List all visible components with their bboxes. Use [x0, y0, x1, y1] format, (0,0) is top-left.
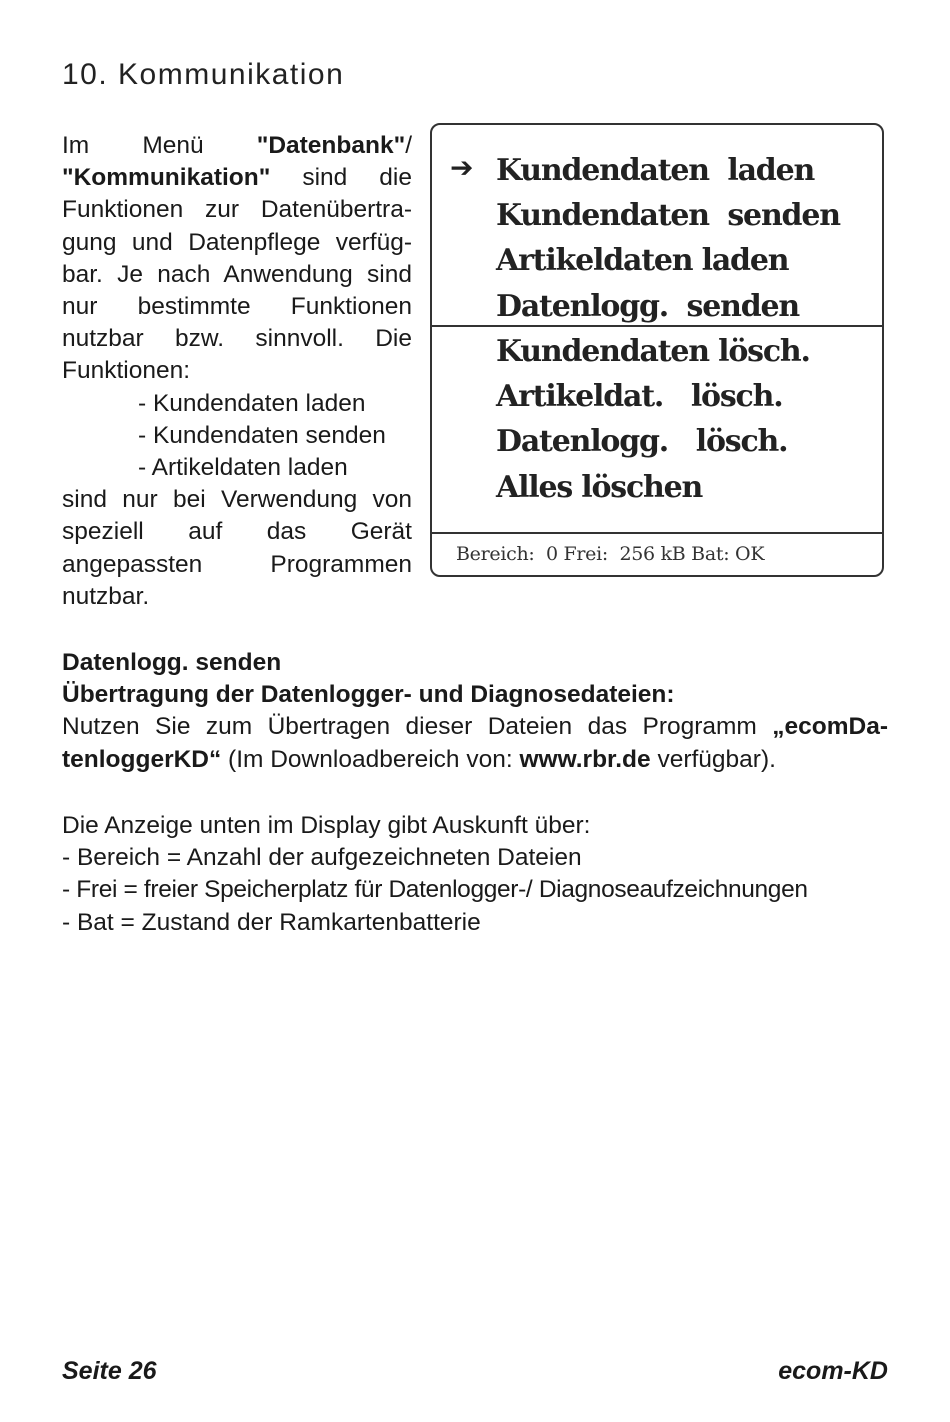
info-item-bereich: - Bereich = Anzahl der aufgezeichneten Dateien — [62, 844, 582, 872]
intro-word: Menü — [142, 132, 204, 159]
intro-word: sind die — [270, 164, 412, 192]
menu-item-artikeldaten-laden[interactable]: Artikeldaten laden — [496, 243, 789, 278]
intro-line: gung und Datenpflege verfüg- — [62, 228, 412, 256]
download-link[interactable]: www.rbr.de — [519, 745, 651, 773]
cursor-arrow-icon: ➔ — [450, 151, 474, 184]
display-divider — [430, 532, 884, 534]
footer-product-name: ecom-KD — [778, 1357, 888, 1385]
display-info-section — [62, 810, 888, 939]
intro-line: nutzbar. — [62, 582, 150, 610]
intro-word: / — [405, 132, 412, 159]
section-subheading — [62, 679, 888, 711]
menu-item-datenlogg-loeschen[interactable]: Datenlogg. lösch. — [496, 424, 788, 459]
function-list-item: - Artikeldaten laden — [138, 454, 348, 482]
menu-item-kundendaten-senden[interactable]: Kundendaten senden — [496, 198, 840, 233]
info-item-bat: - Bat = Zustand der Ramkartenbatterie — [62, 908, 481, 936]
intro-line: nur bestimmte Funktionen — [62, 293, 412, 321]
heading-datenlogg-senden: Datenlogg. senden — [62, 649, 282, 676]
intro-line: Funktionen: — [62, 357, 191, 385]
intro-word: Im — [62, 132, 90, 159]
device-display — [430, 123, 884, 577]
intro-line: bar. Je nach Anwendung sind — [62, 260, 412, 288]
intro-line — [62, 162, 412, 194]
intro-paragraph — [62, 130, 412, 613]
section-heading — [62, 647, 888, 679]
intro-line: speziell auf das Gerät — [62, 518, 412, 546]
menu-item-kundendaten-laden[interactable]: Kundendaten laden — [496, 153, 815, 188]
display-divider — [430, 325, 884, 327]
intro-line — [62, 130, 412, 162]
function-list-item: - Kundendaten senden — [138, 421, 386, 449]
display-status-bar: Bereich: 0 Frei: 256 kB Bat: OK — [456, 543, 765, 565]
program-name: tenloggerKD“ — [62, 745, 222, 773]
paragraph-line: tenloggerKD“ (Im Downloadbereich von: www.rbr.de verfügbar). — [62, 745, 776, 773]
menu-name-kommunikation: "Kommunikation" — [62, 164, 271, 192]
datenlogg-section — [62, 647, 888, 776]
footer-page-number: Seite 26 — [62, 1357, 157, 1385]
menu-item-alles-loeschen[interactable]: Alles löschen — [496, 470, 703, 505]
intro-line: nutzbar bzw. sinnvoll. Die — [62, 325, 412, 353]
menu-item-artikeldaten-loeschen[interactable]: Artikeldat. lösch. — [496, 379, 783, 414]
section-title: 10. Kommunikation — [62, 58, 345, 91]
program-name: „ecomDa- — [772, 713, 888, 741]
menu-name-datenbank: "Datenbank" — [256, 132, 406, 159]
intro-line: Funktionen zur Datenübertra- — [62, 196, 412, 224]
menu-item-datenlogg-senden[interactable]: Datenlogg. senden — [496, 289, 799, 324]
menu-item-kundendaten-loeschen[interactable]: Kundendaten lösch. — [496, 334, 810, 369]
intro-line: angepassten Programmen — [62, 550, 412, 578]
function-list-item: - Kundendaten laden — [138, 389, 366, 417]
info-intro: Die Anzeige unten im Display gibt Auskunft über: — [62, 812, 591, 839]
info-item-frei: - Frei = freier Speicherplatz für Datenlogger-/ Diagnoseaufzeichnungen — [62, 876, 808, 904]
intro-line: sind nur bei Verwendung von — [62, 486, 412, 514]
paragraph-line: Nutzen Sie zum Übertragen dieser Dateien das Programm „ecomDa- — [62, 713, 888, 741]
subheading-uebertragung: Übertragung der Datenlogger- und Diagnosedateien: — [62, 681, 675, 709]
